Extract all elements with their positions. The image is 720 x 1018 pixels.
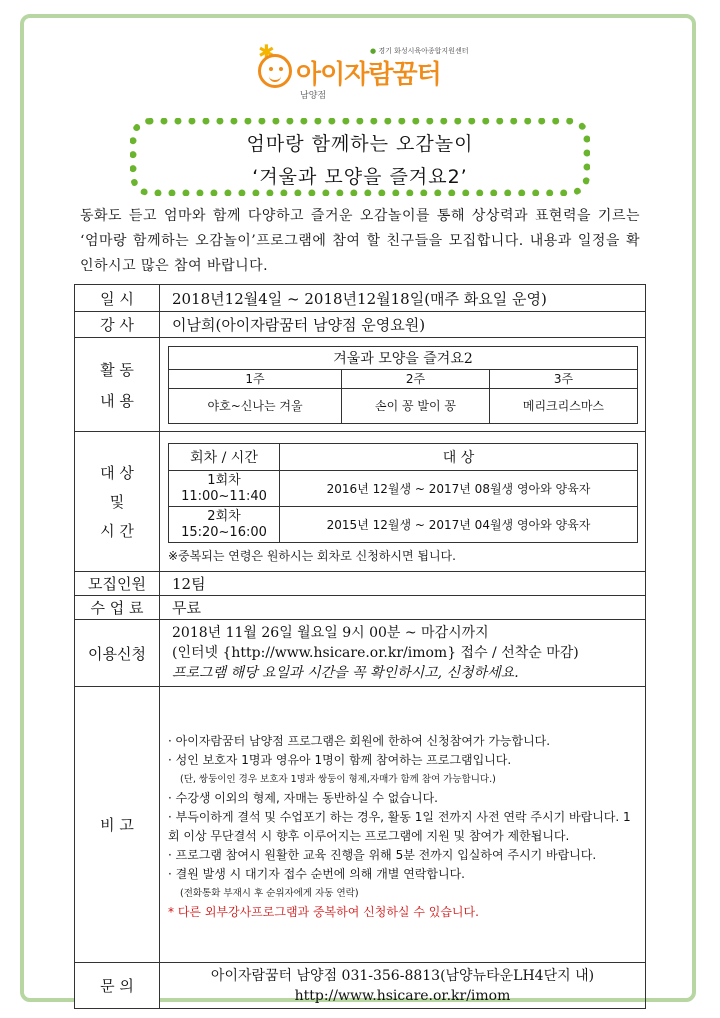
row-capacity [75,572,646,596]
logo-org [370,46,468,56]
label-teacher: 강 사 [75,312,160,338]
apply-line-2: (인터넷 {http://www.hsicare.or.kr/imom} 접수 / 선착순 마감) [172,645,579,661]
remarks-cell [160,687,646,963]
remark-item: (단, 쌍둥이인 경우 보호자 1명과 쌍둥이 형제,자매가 함께 참여 가능합니다.) [180,773,496,785]
activity-2: 손이 꽁 발이 꽁 [342,388,490,423]
label-contact: 문 의 [75,963,160,1009]
remark-item: · 결원 발생 시 대기자 접수 순번에 의해 개별 연락합니다. [168,866,465,881]
value-teacher: 이남희(아이자람꿈터 남양점 운영요원) [160,312,646,338]
session-1-time: 11:00~11:40 [181,488,267,504]
title-line-2: ‘겨울과 모양을 즐겨요2’ [252,166,468,188]
value-date: 2018년12월4일 ~ 2018년12월18일(매주 화요일 운영) [160,285,646,312]
value-fee: 무료 [160,596,646,620]
contact-line-1: 아이자람꿈터 남양점 031-356-8813(남양뉴타운LH4단지 내) [210,967,595,984]
row-activity [75,338,646,432]
target-table [168,443,638,543]
session-2 [169,507,280,543]
apply-cell [160,620,646,687]
label-target-line-2: 및 [109,493,125,511]
apply-line-1: 2018년 11월 26일 월요일 9시 00분 ~ 마감시까지 [172,625,489,641]
row-target [75,432,646,572]
label-target-line-3: 시 간 [100,522,134,540]
label-date: 일 시 [75,285,160,312]
activity-table [168,346,638,424]
session-1-name: 1회차 [207,472,241,488]
logo-branch: 남양점 [300,91,327,101]
activity-3: 메리크리스마스 [489,388,637,423]
activity-1: 야호~신나는 겨울 [169,388,342,423]
target-note: ※중복되는 연령은 원하시는 회차로 신청하시면 됩니다. [168,549,456,563]
contact-url[interactable]: http://www.hsicare.or.kr/imom [294,987,511,1004]
title-line-1: 엄마랑 함께하는 오감놀이 [246,133,474,155]
label-target [75,432,160,572]
label-target-line-1: 대 상 [100,464,134,482]
row-date [75,285,646,312]
week-3: 3주 [489,369,637,388]
apply-line-3: 프로그램 해당 요일과 시간을 꼭 확인하시고, 신청하세요. [172,665,519,681]
remark-item: · 성인 보호자 1명과 영유아 1명이 함께 참여하는 프로그램입니다. [168,752,512,767]
session-1 [169,471,280,507]
org-mark-icon: ● [370,47,377,55]
label-apply: 이용신청 [75,620,160,687]
target-cell [160,432,646,572]
remark-item: · 부득이하게 결석 및 수업포기 하는 경우, 활동 1일 전까지 사전 연락 주시기 바랍니다. 1회 이상 무단결석 시 향후 이루어지는 프로그램에 지원 및 참여가 제한됩니다. [168,809,631,843]
value-capacity: 12팀 [160,572,646,596]
title-box [130,118,590,196]
session-2-time: 15:20~16:00 [181,524,267,540]
row-apply [75,620,646,687]
intro-text: 동화도 듣고 엄마와 함께 다양하고 즐거운 오감놀이를 통해 상상력과 표현력을 기르는 ‘엄마랑 함께하는 오감놀이’프로그램에 참여 할 친구들을 모집합니다. 내용과 일정을 확인하시고 많은 참여 바랍니다. [80,208,640,274]
label-activity-line-2: 내 용 [100,391,134,410]
col-target: 대 상 [280,444,638,471]
session-2-target: 2015년 12월생 ~ 2017년 04월생 영아와 양육자 [280,507,638,543]
activity-header: 겨울과 모양을 즐겨요2 [169,346,638,369]
star-icon: ✱ [258,40,275,64]
row-fee [75,596,646,620]
label-fee: 수 업 료 [75,596,160,620]
col-session: 회차 / 시간 [169,444,280,471]
info-table [74,284,646,1009]
remarks-list [160,726,645,924]
row-contact [75,963,646,1009]
label-capacity: 모집인원 [75,572,160,596]
row-teacher [75,312,646,338]
week-1: 1주 [169,369,342,388]
label-remarks: 비 고 [75,687,160,963]
label-activity-line-1: 활 동 [100,360,134,379]
remark-item: · 수강생 이외의 형제, 자매는 동반하실 수 없습니다. [168,790,438,805]
activity-cell [160,338,646,432]
remark-item: · 프로그램 참여시 원활한 교육 진행을 위해 5분 전까지 입실하여 주시기 바랍니다. [168,847,597,862]
smiley-face-icon [258,54,292,88]
logo-name: 아이자람꿈터 [296,60,441,90]
row-remarks [75,687,646,963]
remark-item: · 아이자람꿈터 남양점 프로그램은 회원에 한하여 신청참여가 가능합니다. [168,733,551,748]
logo [252,40,642,104]
session-1-target: 2016년 12월생 ~ 2017년 08월생 영아와 양육자 [280,471,638,507]
week-2: 2주 [342,369,490,388]
label-activity [75,338,160,432]
session-2-name: 2회차 [207,508,241,524]
remark-item: * 다른 외부강사프로그램과 중복하여 신청하실 수 있습니다. [168,904,479,919]
remark-item: (전화통화 부재시 후 순위자에게 자동 연락) [180,887,359,899]
logo-org-text: 경기 화성시육아종합지원센터 [378,47,469,55]
contact-cell [160,963,646,1009]
